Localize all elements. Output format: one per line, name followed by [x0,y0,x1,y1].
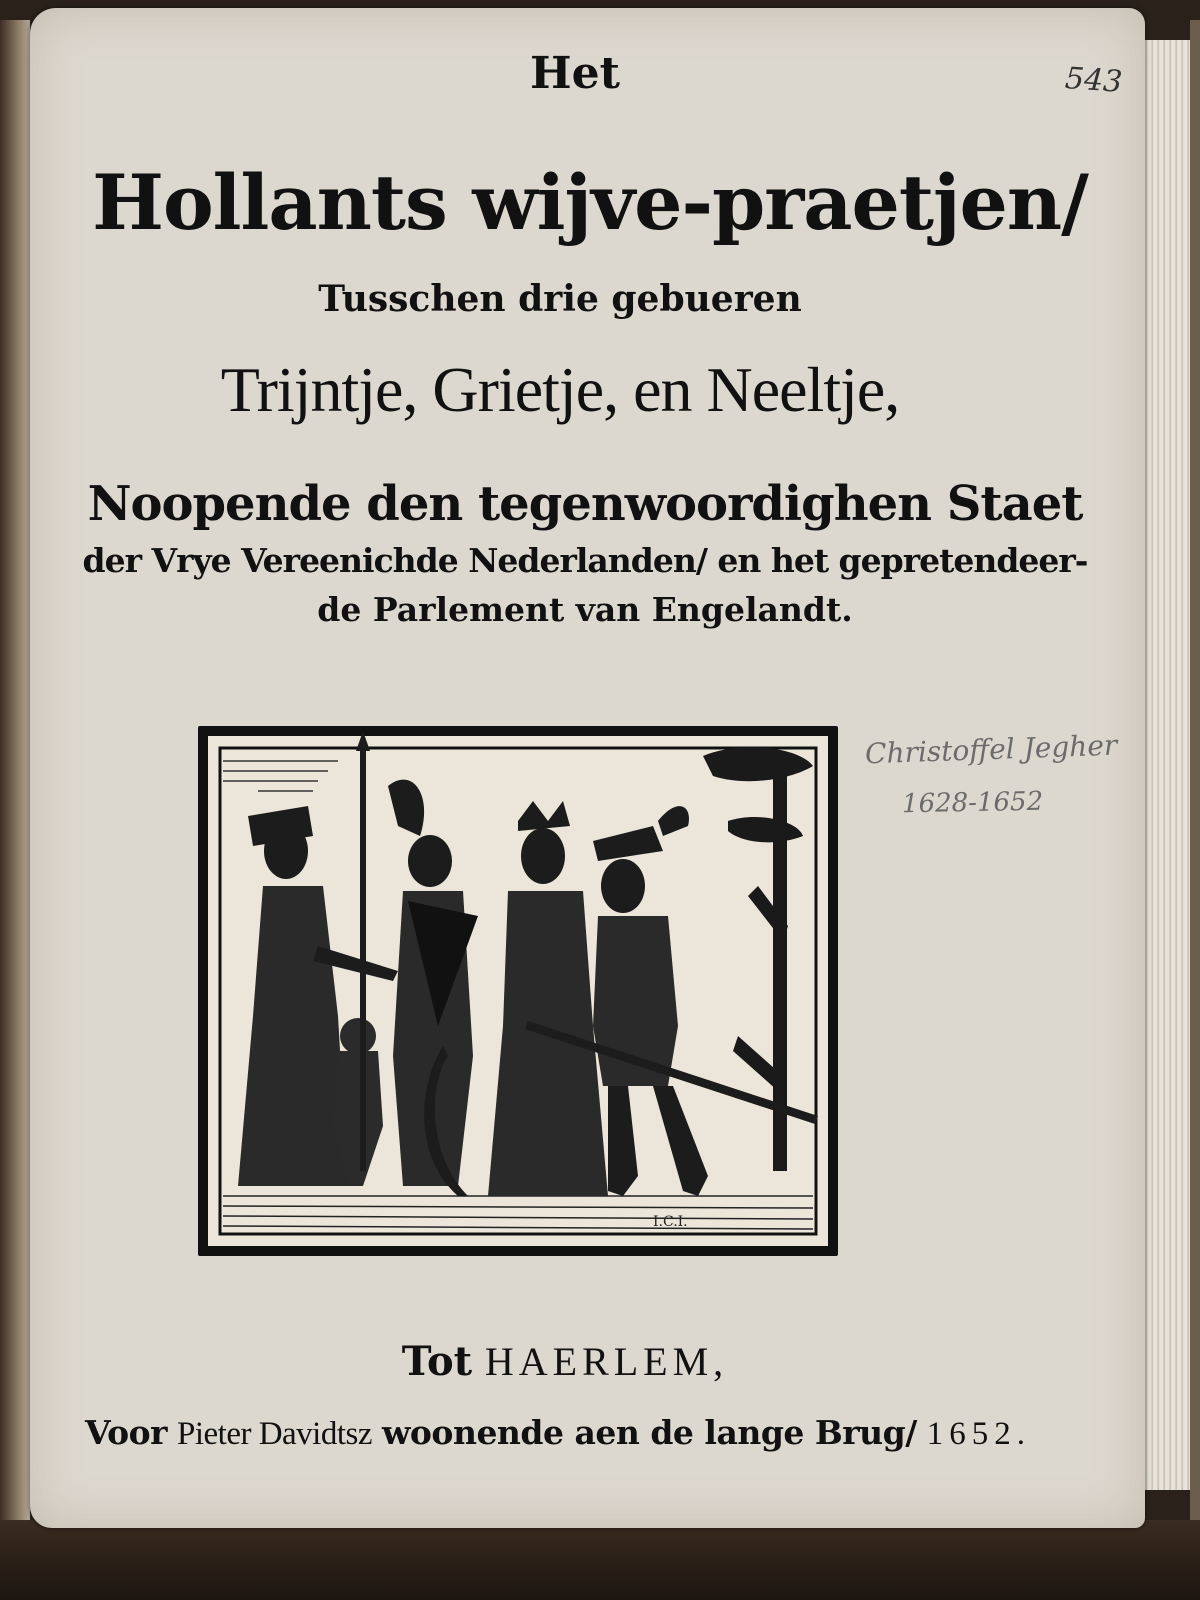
imprint-city-name: HAERLEM, [484,1339,729,1384]
main-title: Hollants wijve-praetjen/ [92,158,1088,247]
imprint-year: 1652. [926,1416,1032,1452]
imprint-tot: Tot [401,1338,473,1385]
shelfmark-number: 543 [1063,61,1124,100]
owner-inscription-name: Christoffel Jegher [864,728,1118,771]
owner-inscription-dates: 1628-1652 [901,786,1044,820]
imprint-printer: Pieter Davidtsz [176,1416,373,1452]
subject-line-2: der Vrye Vereenichde Nederlanden/ en het gepretendeer- [82,541,1088,580]
imprint-line [85,1413,1032,1453]
book-cover-edge [1190,20,1200,1560]
imprint-address: woonende aen de lange Brug/ [382,1413,917,1452]
imprint-voor: Voor [85,1413,167,1452]
subject-line-3: de Parlement van Engelandt. [317,590,853,629]
subtitle-tusschen: Tusschen drie gebueren [318,278,802,320]
text-block-edges [1140,40,1197,1490]
woodcut-image [198,726,838,1256]
bottom-shadow [0,1520,1200,1600]
woodcut-signature: I.C.I. [653,1214,688,1230]
subject-line-1: Noopende den tegenwoordighen Staet [87,476,1083,532]
title-het: Het [530,48,620,99]
subtitle-names: Trijntje, Grietje, en Neeltje, [220,354,900,425]
woodcut-illustration [198,726,838,1256]
imprint-city [65,1338,1065,1385]
left-page-edge [0,20,30,1560]
title-page [30,8,1145,1528]
